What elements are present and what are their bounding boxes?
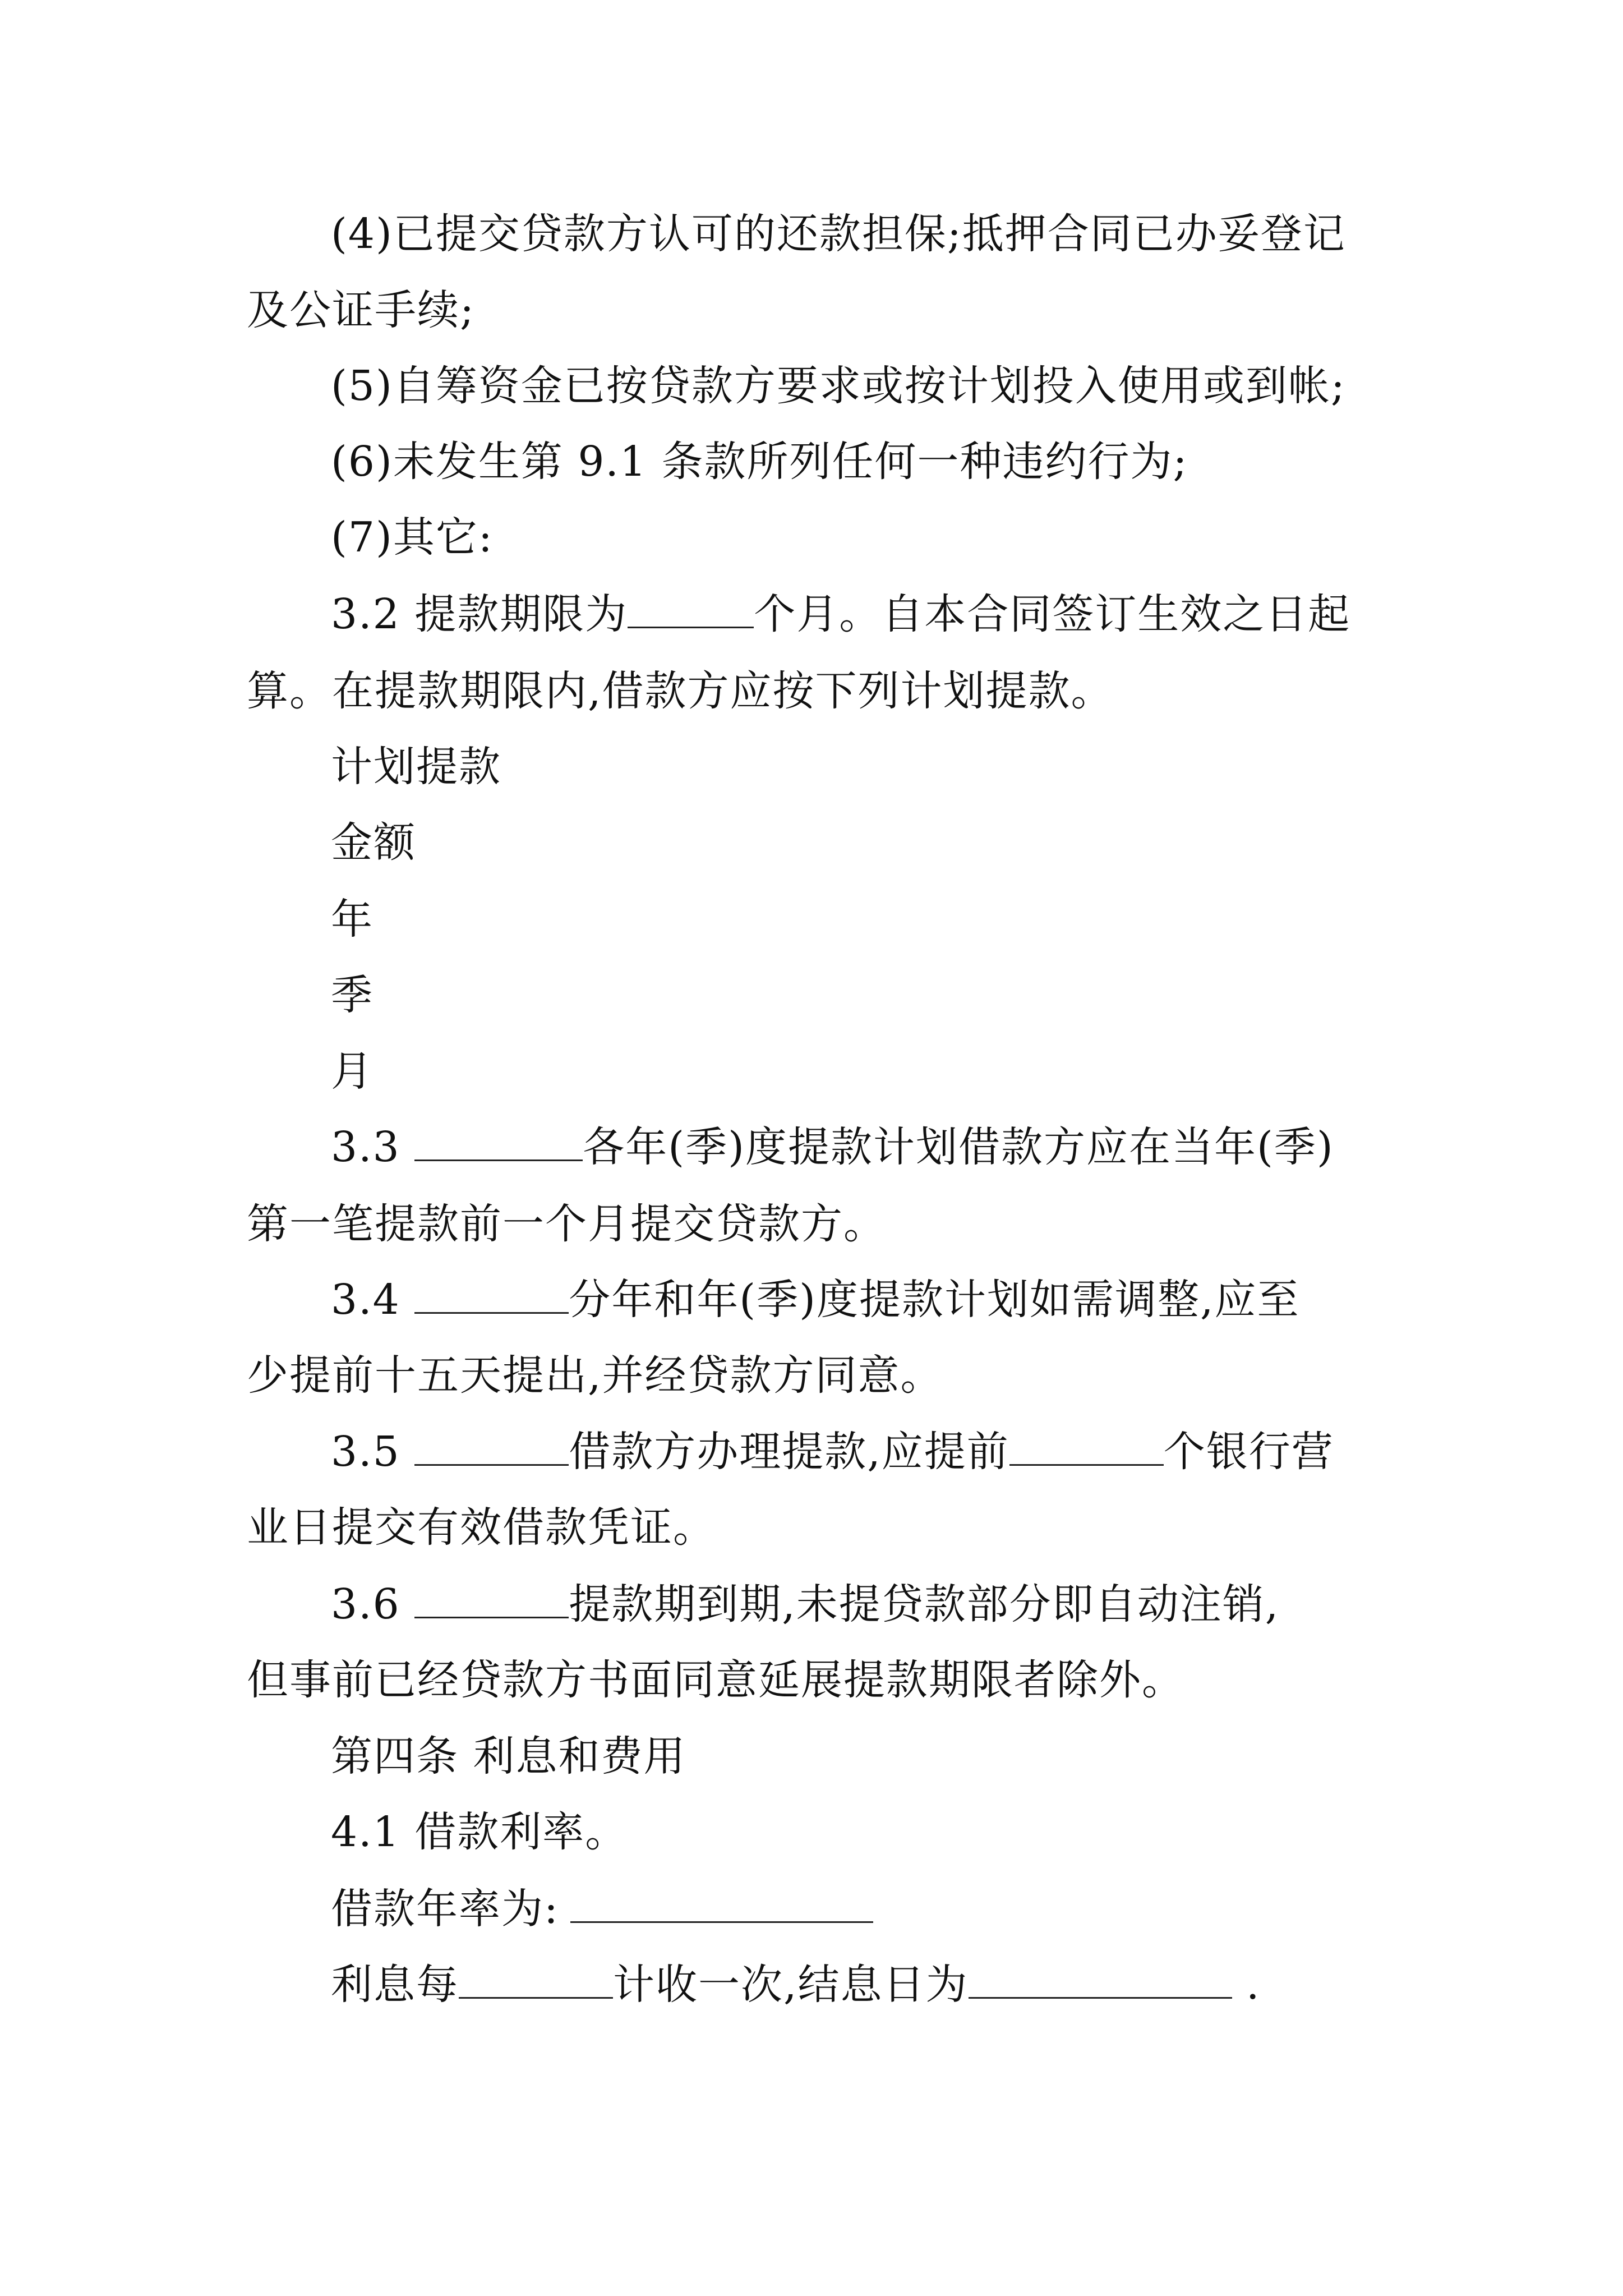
blank-3-3 xyxy=(414,1119,583,1161)
clause-3-3-text: 各年(季)度提款计划借款方应在当年(季) xyxy=(583,1123,1334,1171)
clause-3-2-cont xyxy=(247,663,1114,719)
clause-3-3-cont-text: 第一笔提款前一个月提交贷款方。 xyxy=(247,1200,886,1248)
clause-item-5 xyxy=(331,358,1346,414)
clause-3-6 xyxy=(331,1576,1279,1632)
quarter-label xyxy=(331,967,374,1023)
year-label-text: 年 xyxy=(331,895,374,944)
clause-3-5 xyxy=(331,1424,1334,1480)
clause-3-3-number: 3.3 xyxy=(331,1123,415,1171)
clause-3-6-number: 3.6 xyxy=(331,1580,415,1628)
clause-3-5-number: 3.5 xyxy=(331,1428,415,1476)
month-label-text: 月 xyxy=(331,1047,374,1096)
clause-item-4-cont-text: 及公证手续; xyxy=(247,286,475,334)
amount-label-text: 金额 xyxy=(331,818,416,867)
year-label xyxy=(331,891,374,947)
clause-3-2-text-a: 3.2 提款期限为 xyxy=(331,590,628,638)
interest-text-b: 计收一次,结息日为 xyxy=(613,1961,969,2009)
quarter-label-text: 季 xyxy=(331,971,374,1019)
clause-item-7-text: (7)其它: xyxy=(331,513,494,562)
clause-3-4-text: 分年和年(季)度提款计划如需调整,应至 xyxy=(569,1276,1300,1324)
clause-3-4-cont-text: 少提前十五天提出,并经贷款方同意。 xyxy=(247,1351,943,1400)
interest-text-a: 利息每 xyxy=(331,1961,459,2009)
clause-3-2-text-b: 个月。自本合同签订生效之日起 xyxy=(754,590,1351,638)
clause-3-5-text-a: 借款方办理提款,应提前 xyxy=(569,1428,1009,1476)
clause-item-6 xyxy=(331,434,1188,490)
clause-4-1-text: 4.1 借款利率。 xyxy=(331,1808,628,1856)
clause-3-3 xyxy=(331,1119,1334,1175)
plan-label xyxy=(331,739,501,795)
clause-3-4-number: 3.4 xyxy=(331,1276,415,1324)
clause-4-1 xyxy=(331,1804,628,1860)
clause-item-7 xyxy=(331,509,494,565)
clause-3-6-text: 提款期到期,未提贷款部分即自动注销, xyxy=(569,1580,1280,1628)
blank-3-5-a xyxy=(414,1424,569,1466)
blank-withdrawal-months xyxy=(628,586,754,628)
clause-3-4 xyxy=(331,1272,1299,1328)
clause-3-5-cont xyxy=(247,1499,716,1556)
clause-3-5-cont-text: 业日提交有效借款凭证。 xyxy=(247,1503,716,1552)
clause-3-2 xyxy=(331,586,1350,642)
annual-rate-line xyxy=(331,1881,873,1937)
blank-3-4 xyxy=(414,1272,569,1314)
clause-3-5-text-b: 个银行营 xyxy=(1163,1428,1334,1476)
clause-3-6-cont xyxy=(247,1652,1184,1708)
clause-item-5-text: (5)自筹资金已按贷款方要求或按计划投入使用或到帐; xyxy=(331,362,1346,410)
amount-label xyxy=(331,815,416,871)
clause-3-4-cont xyxy=(247,1347,943,1404)
clause-3-6-cont-text: 但事前已经贷款方书面同意延展提款期限者除外。 xyxy=(247,1656,1184,1704)
blank-3-6 xyxy=(414,1576,569,1618)
clause-item-4-cont xyxy=(247,282,475,338)
interest-line xyxy=(331,1957,1261,2013)
clause-item-4 xyxy=(331,206,1346,262)
clause-item-6-text: (6)未发生第 9.1 条款所列任何一种违约行为; xyxy=(331,438,1188,486)
interest-text-c: . xyxy=(1232,1961,1261,2009)
clause-3-3-cont xyxy=(247,1196,886,1252)
blank-settlement-date xyxy=(969,1957,1232,1999)
clause-3-2-cont-text: 算。在提款期限内,借款方应按下列计划提款。 xyxy=(247,667,1114,715)
article-4-heading xyxy=(331,1728,686,1784)
clause-item-4-text: (4)已提交贷款方认可的还款担保;抵押合同已办妥登记 xyxy=(331,210,1346,258)
blank-interest-period xyxy=(459,1957,613,1999)
blank-3-5-b xyxy=(1009,1424,1164,1466)
blank-annual-rate xyxy=(570,1881,873,1923)
plan-label-text: 计划提款 xyxy=(331,743,501,791)
annual-rate-label: 借款年率为: xyxy=(331,1885,559,1933)
article-4-heading-text: 第四条 利息和费用 xyxy=(331,1732,686,1780)
month-label xyxy=(331,1043,374,1099)
